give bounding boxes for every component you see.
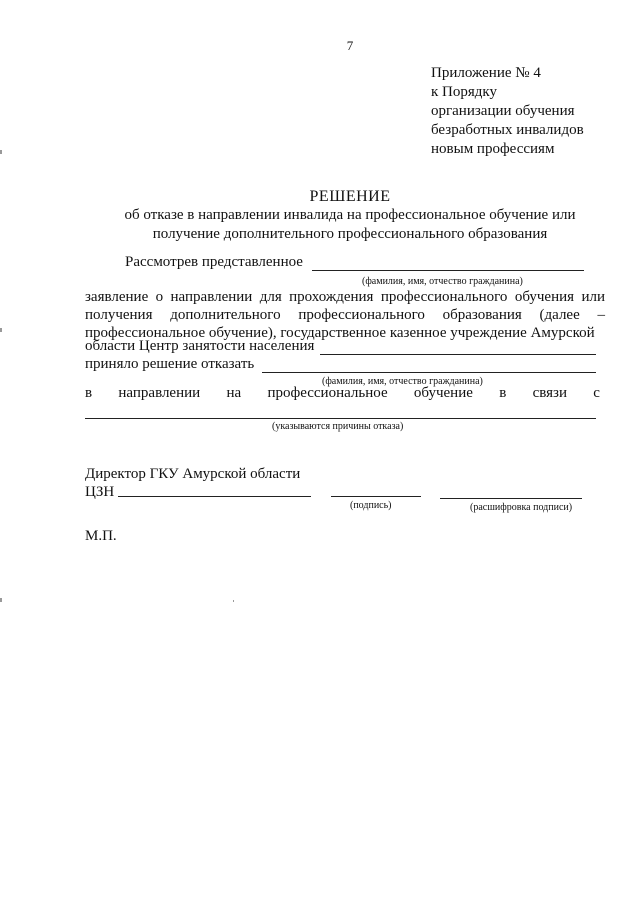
decision-fill-line [262, 372, 596, 373]
czn-fill-line [320, 354, 596, 355]
document-subtitle [0, 206, 640, 244]
caption-reasons: (указываются причины отказа) [272, 421, 404, 432]
stamp-label: М.П. [85, 528, 117, 544]
caption-decoding: (расшифровка подписи) [470, 502, 573, 513]
decision-label: приняло решение отказать [85, 356, 255, 372]
director-title: Директор ГКУ Амурской области [85, 466, 301, 482]
document-title: РЕШЕНИЕ [309, 188, 391, 205]
subtitle-line: получение дополнительного профессионального образования [152, 226, 548, 242]
subtitle-line: об отказе в направлении инвалида на профессиональное обучение или [124, 207, 576, 223]
decoding-fill-line [440, 498, 582, 499]
refusal-row [85, 385, 600, 402]
appendix-line: организации обучения [431, 103, 575, 119]
body-paragraph: заявление о направлении для прохождения профессионального обучения или получения дополнительного профессионального образования (далее – профессиональное обучение), государственное казенное учреждение Амурской [85, 289, 605, 341]
director-czn: ЦЗН [85, 484, 115, 500]
scan-mark [0, 150, 2, 154]
refusal-word: в [499, 385, 507, 401]
appendix-line: новым профессиям [431, 141, 555, 157]
appendix-block [431, 64, 584, 159]
scan-mark [233, 600, 234, 602]
refusal-word: с [593, 385, 600, 401]
refusal-word: обучение [413, 385, 473, 401]
scan-mark [0, 598, 2, 602]
reasons-fill-line [85, 418, 596, 419]
refusal-word: направлении [118, 385, 201, 401]
czn-label: области Центр занятости населения [85, 338, 315, 354]
considered-label: Рассмотрев представленное [125, 254, 303, 270]
appendix-line: к Порядку [431, 84, 497, 100]
caption-signature: (подпись) [350, 500, 392, 511]
refusal-word: профессиональное [267, 385, 388, 401]
scan-mark [0, 328, 2, 332]
appendix-line: Приложение № 4 [431, 65, 541, 81]
fio-fill-line [312, 270, 584, 271]
director-fill-line [118, 496, 311, 497]
refusal-word: в [85, 385, 93, 401]
refusal-word: на [226, 385, 242, 401]
caption-fio: (фамилия, имя, отчество гражданина) [362, 276, 523, 287]
caption-fio: (фамилия, имя, отчество гражданина) [322, 376, 483, 387]
signature-fill-line [331, 496, 421, 497]
refusal-word: связи [532, 385, 567, 401]
appendix-line: безработных инвалидов [431, 122, 584, 138]
page-number: 7 [346, 38, 354, 53]
